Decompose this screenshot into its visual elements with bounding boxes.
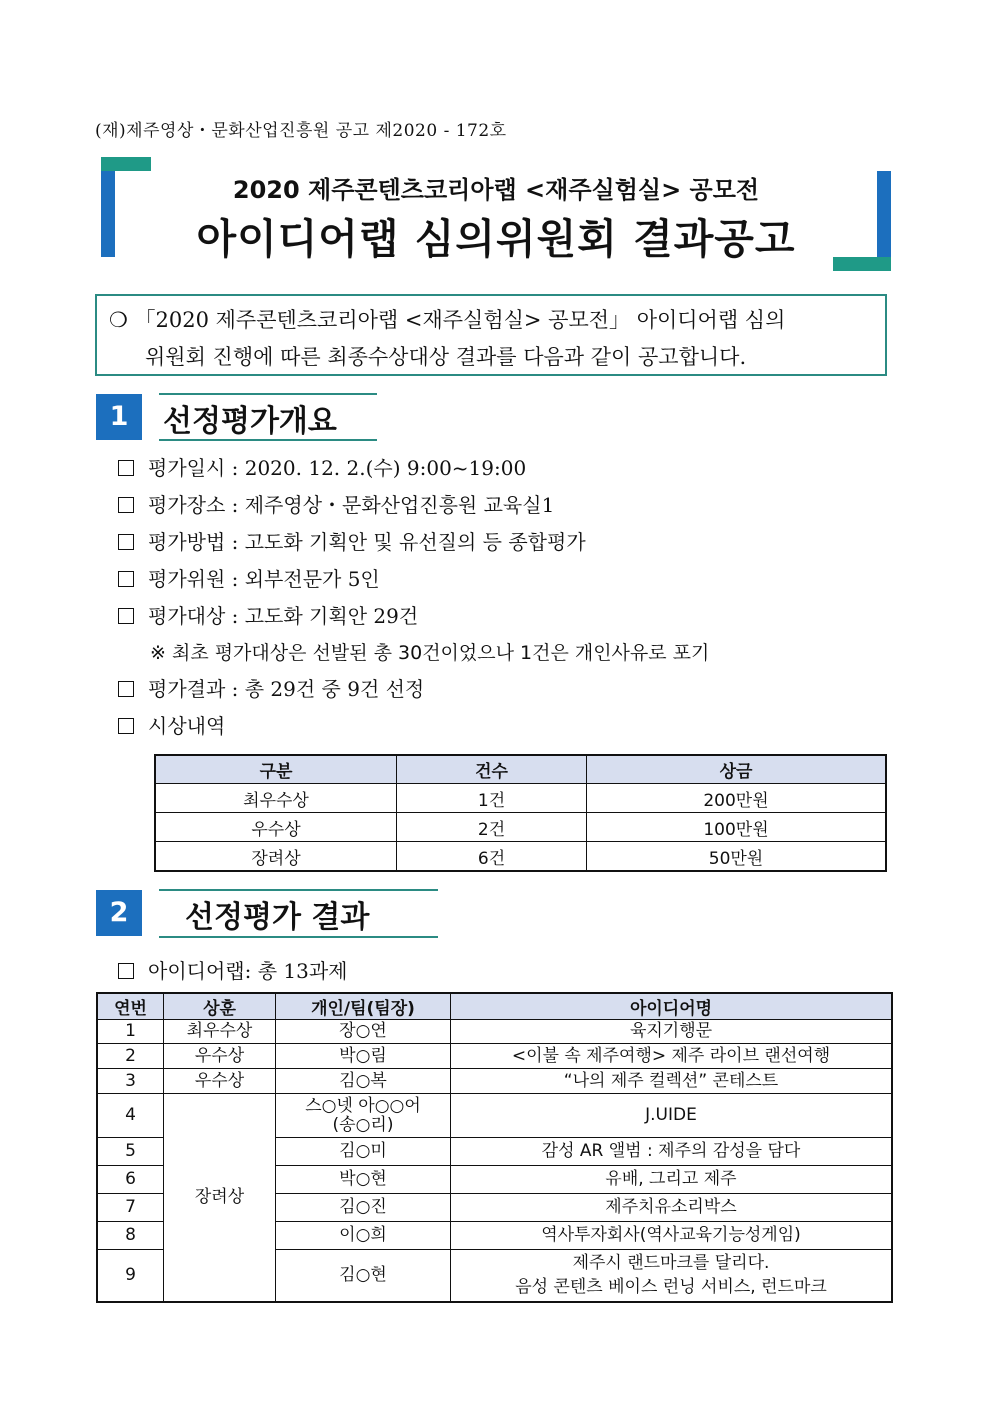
cell-idea: 역사투자회사(역사교육기능성게임)	[451, 1222, 893, 1250]
table-row	[97, 1044, 892, 1069]
cell-idea: 육지기행문	[451, 1020, 893, 1044]
cell-award: 우수상	[164, 1044, 276, 1069]
cell-idea: “나의 제주 컬렉션” 콘테스트	[451, 1069, 893, 1094]
overview-item-judges	[118, 563, 380, 592]
table-row	[155, 842, 886, 872]
intro-box	[95, 294, 887, 376]
column-header: 연번	[97, 993, 164, 1020]
section-2-rule-top	[159, 889, 438, 891]
table-cell: 200만원	[587, 784, 887, 813]
table-header-row	[155, 755, 886, 784]
overview-item-text: 평가대상 : 고도화 기획안 29건	[148, 604, 419, 628]
column-header: 상훈	[164, 993, 276, 1020]
table-cell: 1건	[397, 784, 587, 813]
cell-no: 2	[97, 1044, 164, 1069]
checkbox-icon	[118, 681, 134, 697]
column-header: 개인/팀(팀장)	[276, 993, 451, 1020]
overview-item-prizes	[118, 710, 225, 739]
overview-item-text: 시상내역	[148, 714, 226, 738]
intro-line-1: ❍ 「2020 제주콘텐츠코리아랩 <재주실험실> 공모전」 아이디어랩 심의	[109, 308, 786, 332]
cell-no: 4	[97, 1094, 164, 1138]
section-1-rule-bottom	[159, 439, 377, 441]
checkbox-icon	[118, 571, 134, 587]
table-row	[97, 1094, 892, 1138]
table-row	[155, 813, 886, 842]
checkbox-icon	[118, 963, 134, 979]
cell-idea: 감성 AR 앨범 : 제주의 감성을 담다	[451, 1138, 893, 1166]
table-header-row	[97, 993, 892, 1020]
cell-no: 8	[97, 1222, 164, 1250]
overview-item-text: 평가위원 : 외부전문가 5인	[148, 567, 380, 591]
overview-item-place	[118, 489, 554, 518]
cell-no: 9	[97, 1250, 164, 1302]
cell-idea: 제주치유소리박스	[451, 1194, 893, 1222]
overview-item-text: 평가장소 : 제주영상・문화산업진흥원 교육실1	[148, 493, 555, 517]
column-header: 상금	[587, 755, 887, 784]
table-cell: 6건	[397, 842, 587, 872]
notice-number: (재)제주영상・문화산업진흥원 공고 제2020 - 172호	[95, 121, 507, 141]
cell-no: 7	[97, 1194, 164, 1222]
cell-award: 장려상	[164, 1094, 276, 1302]
cell-idea-line: 제주시 랜드마크를 달리다.	[572, 1253, 770, 1274]
cell-name: 김○미	[276, 1138, 451, 1166]
page-title: 아이디어랩 심의위원회 결과공고	[196, 215, 796, 263]
cell-idea: <이불 속 제주여행> 제주 라이브 랜선여행	[451, 1044, 893, 1069]
column-header: 구분	[155, 755, 397, 784]
checkbox-icon	[118, 608, 134, 624]
section-1-number: 1	[96, 394, 142, 440]
table-cell: 최우수상	[155, 784, 397, 813]
cell-award: 최우수상	[164, 1020, 276, 1044]
cell-name: 김○진	[276, 1194, 451, 1222]
section-2-number: 2	[96, 890, 142, 936]
section-2-rule-bottom	[159, 936, 438, 938]
prize-table	[154, 754, 887, 872]
cell-name: 김○복	[276, 1069, 451, 1094]
overview-item-text: 평가결과 : 총 29건 중 9건 선정	[148, 677, 425, 701]
cell-name: 이○희	[276, 1222, 451, 1250]
checkbox-icon	[118, 718, 134, 734]
overview-item-text: 평가방법 : 고도화 기획안 및 유선질의 등 종합평가	[148, 530, 586, 554]
cell-no: 1	[97, 1020, 164, 1044]
cell-name: 장○연	[276, 1020, 451, 1044]
cell-name-line: 스○넷 아○○어	[305, 1095, 421, 1116]
table-cell: 100만원	[587, 813, 887, 842]
overview-note: ※ 최초 평가대상은 선발된 총 30건이었으나 1건은 개인사유로 포기	[150, 642, 710, 664]
checkbox-icon	[118, 534, 134, 550]
overview-item-target	[118, 600, 418, 629]
overview-item-date	[118, 452, 526, 481]
cell-no: 5	[97, 1138, 164, 1166]
cell-idea: 유배, 그리고 제주	[451, 1166, 893, 1194]
table-cell: 우수상	[155, 813, 397, 842]
overview-item-method	[118, 526, 586, 555]
checkbox-icon	[118, 497, 134, 513]
section-1-title: 선정평가개요	[163, 404, 337, 439]
cell-name-line: (송○리)	[332, 1114, 394, 1135]
checkbox-icon	[118, 460, 134, 476]
table-cell: 50만원	[587, 842, 887, 872]
title-subtitle: 2020 제주콘텐츠코리아랩 <재주실험실> 공모전	[232, 176, 760, 204]
table-cell: 2건	[397, 813, 587, 842]
cell-no: 6	[97, 1166, 164, 1194]
results-summary-text: 아이디어랩: 총 13과제	[148, 959, 348, 983]
cell-name: 박○현	[276, 1166, 451, 1194]
table-cell: 장려상	[155, 842, 397, 872]
overview-item-text: 평가일시 : 2020. 12. 2.(수) 9:00~19:00	[148, 456, 527, 480]
cell-idea-line: 음성 콘텐츠 베이스 런닝 서비스, 런드마크	[515, 1277, 827, 1298]
column-header: 건수	[397, 755, 587, 784]
table-row	[97, 1020, 892, 1044]
result-table	[96, 992, 893, 1303]
section-1-rule-top	[159, 393, 377, 395]
results-summary	[118, 955, 347, 984]
cell-idea	[451, 1250, 893, 1302]
cell-name	[276, 1094, 451, 1138]
column-header: 아이디어명	[451, 993, 893, 1020]
cell-name: 김○현	[276, 1250, 451, 1302]
title-frame-left-teal	[101, 157, 151, 171]
cell-idea: J.UIDE	[451, 1094, 893, 1138]
section-2-title: 선정평가 결과	[185, 900, 370, 935]
cell-award: 우수상	[164, 1069, 276, 1094]
intro-line-2: 위원회 진행에 따른 최종수상대상 결과를 다음과 같이 공고합니다.	[145, 345, 747, 369]
overview-item-result	[118, 673, 424, 702]
table-row	[97, 1069, 892, 1094]
table-row	[155, 784, 886, 813]
cell-name: 박○림	[276, 1044, 451, 1069]
cell-no: 3	[97, 1069, 164, 1094]
